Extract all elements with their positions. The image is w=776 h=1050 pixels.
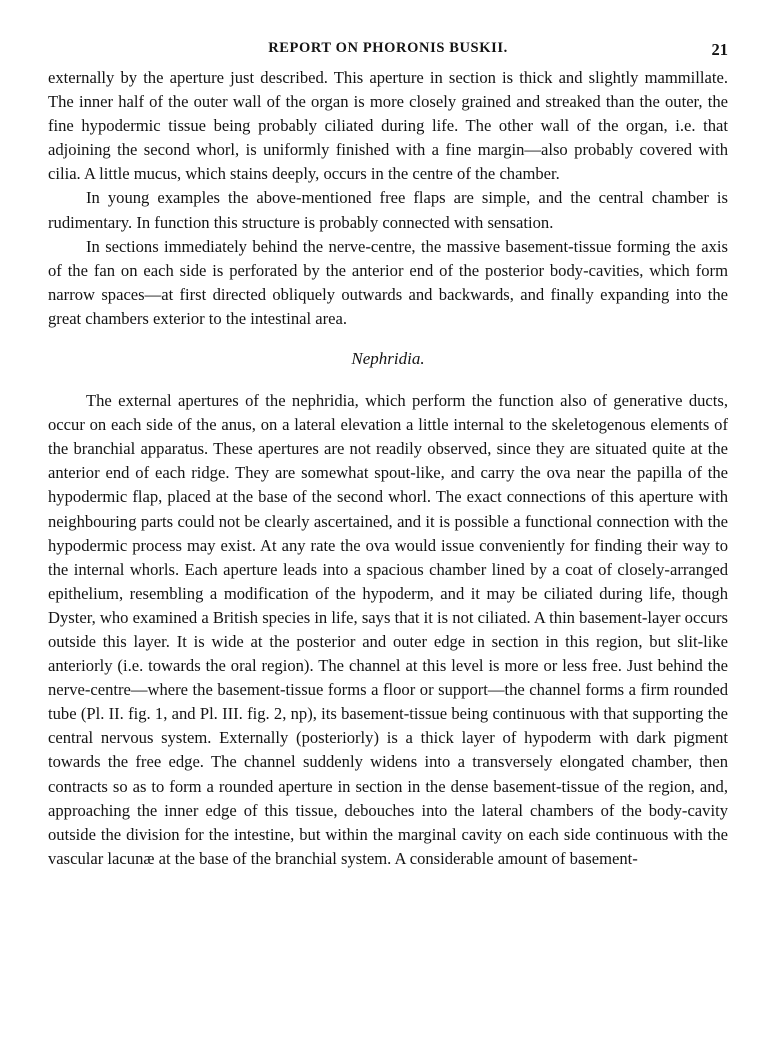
paragraph-sections: In sections immediately behind the nerve-centre, the massive basement-tissue forming the axis of the fan on each side is perforated by the anterior end of the posterior body-cavities, which form narrow spaces—at first directed obliquely outwards and backwards, and finally expanding into the great chambers exterior to the intestinal area. [48, 236, 728, 328]
paragraph-young-examples: In young examples the above-mentioned free flaps are simple, and the central chamber is rudimentary. In function this structure is probably connected with sensation. [48, 188, 728, 232]
page-number: 21 [711, 40, 728, 59]
running-title: REPORT ON PHORONIS BUSKII. [268, 40, 508, 56]
paragraph-nephridia: The external apertures of the nephridia, which perform the function also of generative ducts, occur on each side of the anus, on a lateral elevation a little internal to the skeletogenous elements of the branchial apparatus. These apertures are not readily observed, since they are situated quite at the anterior end of each ridge. They are somewhat spout-like, and carry the ova near the papilla of the hypodermic flap, placed at the base of the second whorl. The exact connections of this aperture with neighbouring parts could not be clearly ascertained, and it is possible a functional connection with the hypodermic process may exist. At any rate the ova would issue conveniently for finding their way to the internal whorls. Each aperture leads into a spacious chamber lined by a coat of closely-arranged epithelium, resembling a modification of the hypoderm, and it may be ciliated during life, though Dyster, who examined a British species in life, says that it is not ciliated. A thin basement-layer occurs outside this layer. It is wide at the posterior and outer edge in section in this region, but slit-like anteriorly (i.e. towards the oral region). The channel at this level is more or less free. Just behind the nerve-centre—where the basement-tissue forms a floor or support—the channel forms a firm rounded tube (Pl. II. fig. 1, and Pl. III. fig. 2, np), its basement-tissue being continuous with that supporting the central nervous system. Externally (posteriorly) is a thick layer of hypoderm with dark pigment towards the free edge. The channel suddenly widens into a transversely elongated chamber, then contracts so as to form a rounded aperture in section in the dense basement-tissue of the region, and, approaching the inner edge of this tissue, debouches into the lateral chambers of the body-cavity outside the division for the intestine, but within the marginal cavity on each side continuous with the vascular lacunæ at the base of the branchial system. A considerable amount of basement- [48, 391, 728, 868]
body-text [48, 66, 728, 871]
section-heading: Nephridia. [351, 349, 425, 369]
paragraph-continuation: externally by the aperture just described. This aperture in section is thick and slightly mammillate. The inner half of the outer wall of the organ is more closely grained and streaked than the outer, the fine hypodermic tissue being probably ciliated during life. The other wall of the organ, i.e. that adjoining the second whorl, is uniformly finished with a fine margin—also probably covered with cilia. A little mucus, which stains deeply, occurs in the centre of the chamber. [48, 68, 728, 184]
book-page [48, 40, 728, 871]
page-header [48, 40, 728, 66]
